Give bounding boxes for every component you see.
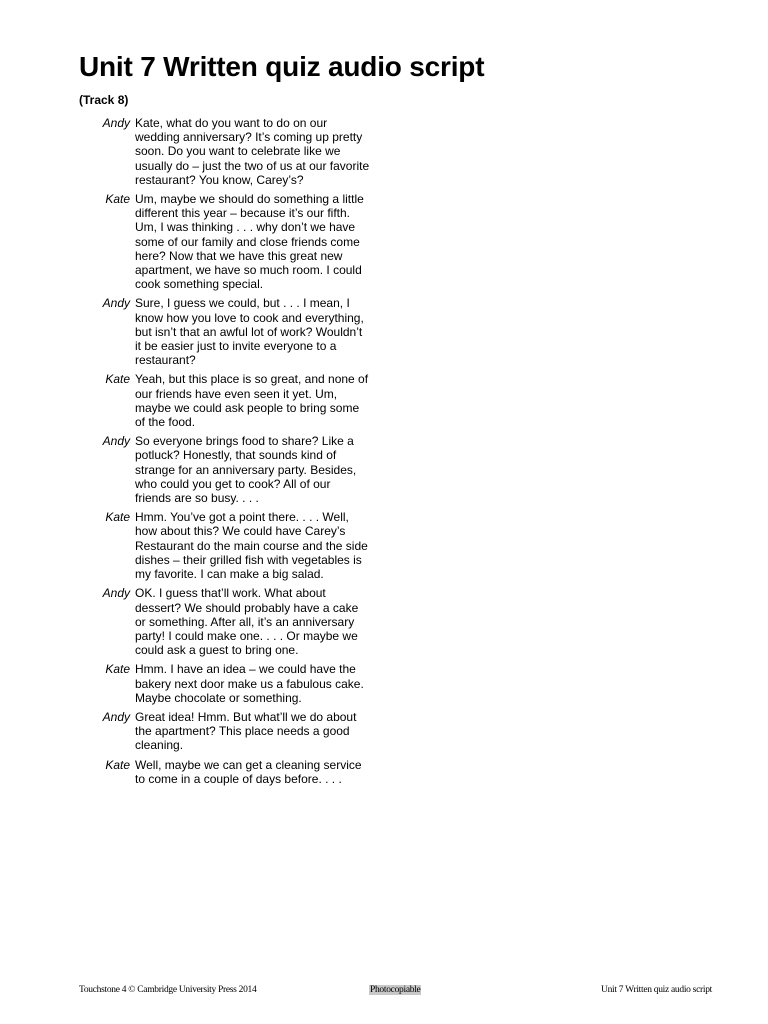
speaker-line: Hmm. You’ve got a point there. . . . Well, how about this? We could have Carey’s Restaurant do the main course and the side dishes – their grilled fish with vegetables is my favorite. I can make a big salad. (135, 510, 368, 582)
dialogue-turn (80, 296, 380, 367)
dialogue-turn (80, 434, 380, 505)
dialogue-turn (80, 116, 380, 187)
dialogue-turn (80, 710, 380, 753)
dialogue-turn (80, 586, 380, 657)
page-title: Unit 7 Written quiz audio script (79, 51, 485, 82)
footer-photocopiable: Photocopiable (370, 985, 421, 995)
speaker-name: Andy (102, 434, 130, 449)
speaker-line: So everyone brings food to share? Like a potluck? Honestly, that sounds kind of strange for an anniversary party. Besides, who could you get to cook? All of our friends are so busy. . . . (135, 434, 357, 506)
dialogue-turn (80, 758, 380, 786)
speaker-line: Great idea! Hmm. But what’ll we do about the apartment? This place needs a good cleaning. (135, 709, 357, 753)
speaker-name: Kate (105, 372, 130, 387)
dialogue-script (80, 116, 380, 791)
speaker-line: Hmm. I have an idea – we could have the bakery next door make us a fabulous cake. Maybe chocolate or something. (135, 662, 364, 705)
speaker-name: Andy (102, 709, 130, 724)
dialogue-turn (80, 662, 380, 705)
speaker-line: Um, maybe we should do something a little different this year – because it’s our fifth. Um, I was thinking . . . why don’t we have some of our family and close friends come here? Now that we have this great new apartment, we have so much room. I could cook something special. (135, 192, 364, 292)
speaker-line: Yeah, but this place is so great, and none of our friends have even seen it yet. Um, maybe we could ask people to bring some of the food. (135, 372, 369, 430)
speaker-name: Andy (102, 296, 130, 311)
dialogue-turn (80, 192, 380, 291)
footer-copyright: Touchstone 4 © Cambridge University Press 2014 (79, 985, 257, 995)
speaker-name: Andy (102, 116, 130, 130)
speaker-line: Well, maybe we can get a cleaning service to come in a couple of days before. . . . (135, 757, 362, 786)
speaker-name: Kate (105, 662, 130, 677)
speaker-name: Kate (105, 757, 130, 772)
speaker-name: Kate (105, 510, 130, 525)
speaker-line: OK. I guess that’ll work. What about dessert? We should probably have a cake or something. After all, it’s an anniversary party! I could make one. . . . Or maybe we could ask a guest to bring one. (135, 586, 359, 658)
speaker-line: Kate, what do you want to do on our wedding anniversary? It’s coming up pretty soon. Do you want to celebrate like we usually do – just the two of us at our favorite restaurant? You know, Carey’s? (135, 116, 370, 187)
footer-unit-title: Unit 7 Written quiz audio script (601, 985, 712, 995)
dialogue-turn (80, 372, 380, 429)
speaker-name: Kate (105, 192, 130, 207)
track-label: (Track 8) (79, 93, 129, 107)
speaker-line: Sure, I guess we could, but . . . I mean, I know how you love to cook and everything, but isn’t that an awful lot of work? Wouldn’t it be easier just to invite everyone to a restaurant? (135, 296, 364, 368)
dialogue-turn (80, 510, 380, 581)
speaker-name: Andy (102, 586, 130, 601)
